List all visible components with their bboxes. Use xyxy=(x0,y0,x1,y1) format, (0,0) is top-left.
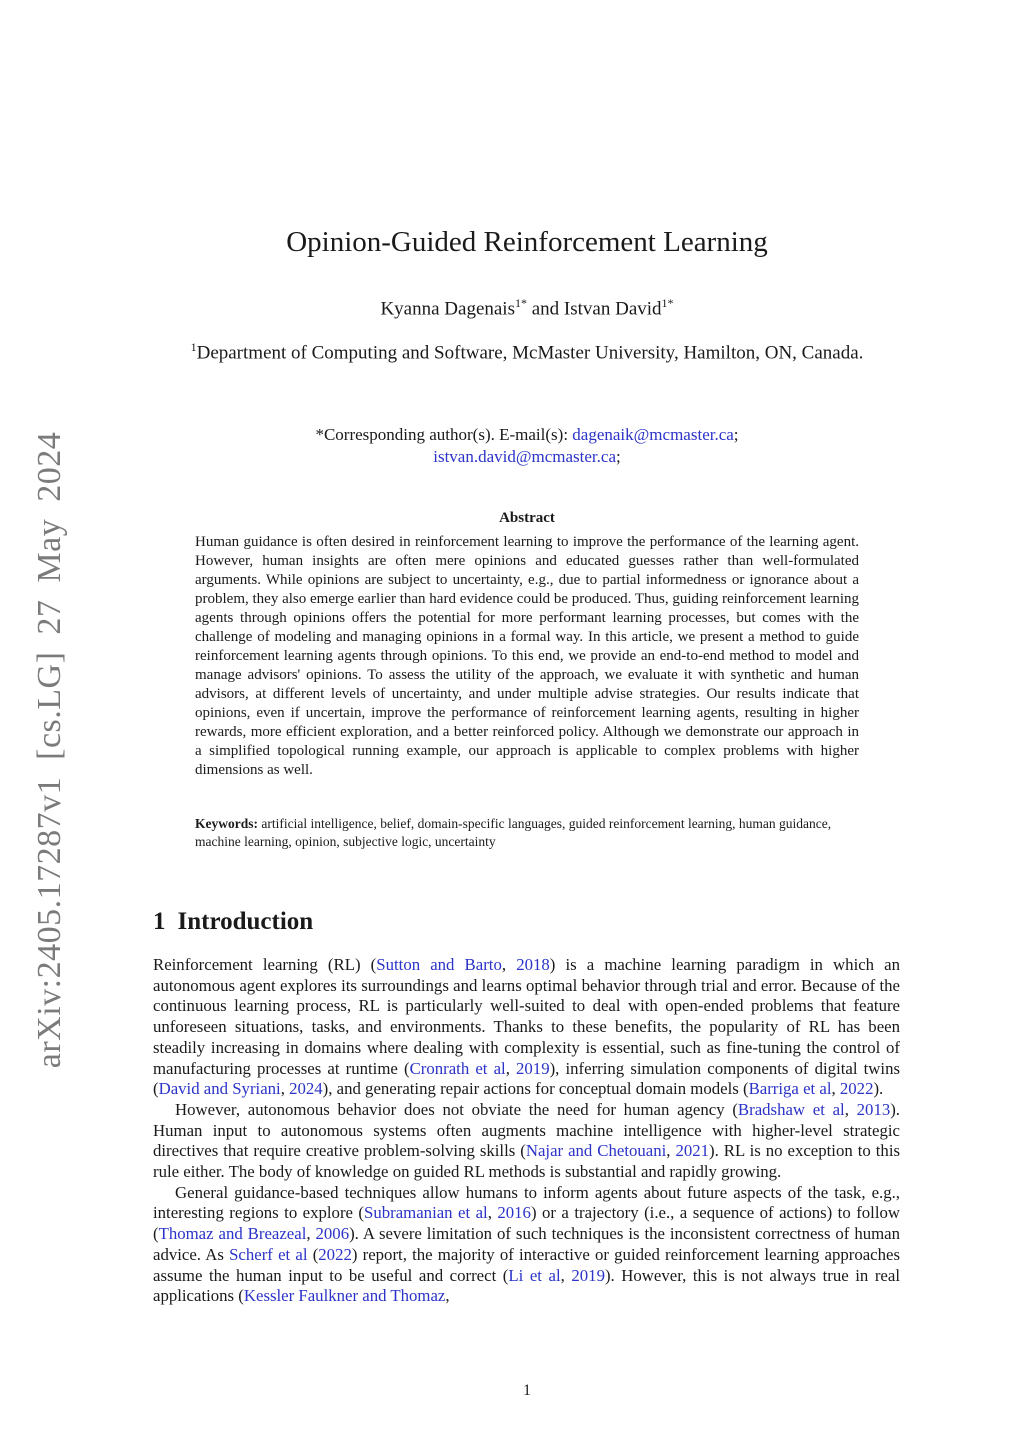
citation-link[interactable]: David and Syriani xyxy=(158,1079,281,1099)
paragraph xyxy=(153,955,900,1100)
paragraph-text: ). A severe limitation of such techniques is the inconsistent correctness of human advice. As xyxy=(153,1224,901,1264)
author-2: Istvan David xyxy=(563,298,662,320)
citation-link[interactable]: 2024 xyxy=(289,1079,323,1099)
author-2-affil-marker: 1* xyxy=(661,296,674,310)
citation-link[interactable]: Cronrath et al xyxy=(409,1058,506,1078)
paragraph-text: , xyxy=(445,1286,450,1306)
paragraph-text: ) or a trajectory (i.e., a sequence of actions) to follow ( xyxy=(153,1203,901,1244)
paragraph-text: ). xyxy=(873,1079,884,1099)
paragraph xyxy=(153,1100,900,1183)
section-number: 1 xyxy=(153,908,166,935)
paragraph-text: ) is a machine learning paradigm in which an autonomous agent explores its surroundings and learns optimal behavior through trial and error. Because of the continuous learning process, RL is particularly well-suited to deal with open-ended problems that feature unforeseen situations, tasks, and environments. Thanks to these benefits, the popularity of RL has been steadily increasing in domains where dealing with complexity is essential, such as fine-tuning the control of manufacturing processes at runtime ( xyxy=(153,955,901,1078)
arxiv-stamp xyxy=(20,431,80,1069)
affiliation xyxy=(190,336,864,364)
citation-link[interactable]: Sutton and Barto xyxy=(376,955,502,974)
paragraph-text: , xyxy=(501,955,517,974)
paragraph-text: , xyxy=(505,1058,517,1078)
citation-link[interactable]: Najar and Chetouani xyxy=(525,1141,667,1161)
paragraph-text: ) report, the majority of interactive or guided reinforcement learning approaches assume the human input to be useful and correct ( xyxy=(153,1244,900,1285)
citation-link[interactable]: 2013 xyxy=(856,1099,891,1119)
citation-link[interactable]: 2006 xyxy=(315,1224,350,1244)
citation-link[interactable]: 2019 xyxy=(516,1058,550,1078)
citation-link[interactable]: Subramanian et al xyxy=(364,1203,488,1223)
email-separator-1: ; xyxy=(733,425,739,444)
section-heading xyxy=(153,908,313,936)
paragraph xyxy=(153,1183,900,1307)
citation-link[interactable]: Li et al xyxy=(508,1265,561,1285)
abstract-heading: Abstract xyxy=(499,510,555,526)
paragraph-text: , xyxy=(487,1203,498,1223)
keywords-list: artificial intelligence, belief, domain-specific languages, guided reinforcement learning, human guidance, machine learning, opinion, subjective logic, uncertainty xyxy=(195,816,832,849)
paragraph-text: However, autonomous behavior does not obviate the need for human agency ( xyxy=(175,1099,738,1119)
citation-link[interactable]: Thomaz and Breazeal xyxy=(158,1224,307,1244)
citation-link[interactable]: Scherf et al xyxy=(229,1244,308,1264)
author-1: Kyanna Dagenais xyxy=(380,298,515,320)
paragraph-text: , xyxy=(560,1265,572,1285)
affiliation-marker: 1 xyxy=(190,340,197,354)
paragraph-text: ), inferring simulation components of digital twins ( xyxy=(153,1058,900,1099)
section-title: Introduction xyxy=(177,908,314,935)
paragraph-text: ). However, this is not always true in real applications ( xyxy=(153,1265,900,1306)
paragraph-text: , xyxy=(280,1079,290,1099)
keywords-label: Keywords: xyxy=(195,816,258,831)
citation-link[interactable]: 2022 xyxy=(839,1079,874,1099)
email-link-1[interactable]: dagenaik@mcmaster.ca xyxy=(572,425,734,444)
keywords xyxy=(195,815,859,850)
arxiv-stamp-text: arXiv:2405.17287v1 [cs.LG] 27 May 2024 xyxy=(31,431,69,1069)
affiliation-text: Department of Computing and Software, McMaster University, Hamilton, ON, Canada. xyxy=(196,342,864,364)
paragraph-text: ( xyxy=(307,1244,319,1264)
corresponding-prefix: *Corresponding author(s). E-mail(s): xyxy=(315,425,573,444)
paragraph-text: , xyxy=(844,1099,857,1119)
corresponding-authors xyxy=(190,424,864,468)
citation-link[interactable]: Kessler Faulkner and Thomaz xyxy=(243,1286,446,1306)
introduction-body xyxy=(153,955,900,1307)
email-link-2[interactable]: istvan.david@mcmaster.ca xyxy=(433,447,617,466)
paragraph-text: , xyxy=(666,1141,676,1161)
paragraph-text: ). Human input to autonomous systems often augments machine intelligence with higher-level strategic directives that require creative problem-solving skills ( xyxy=(153,1099,901,1161)
paragraph-text: ), and generating repair actions for conceptual domain models ( xyxy=(322,1079,749,1099)
paragraph-text: , xyxy=(306,1224,316,1244)
citation-link[interactable]: Bradshaw et al xyxy=(737,1099,845,1119)
citation-link[interactable]: 2022 xyxy=(318,1244,352,1264)
abstract-body: Human guidance is often desired in reinforcement learning to improve the performance of the learning agent. However, human insights are often mere opinions and educated guesses rather than well-formulated arguments. While opinions are subject to uncertainty, e.g., due to partial informedness or ignorance about a problem, they also emerge earlier than hard evidence could be produced. Thus, guiding reinforcement learning agents through opinions offers the potential for more performant learning processes, but comes with the challenge of modeling and managing opinions in a formal way. In this article, we present a method to guide reinforcement learning agents through opinions. To this end, we provide an end-to-end method to model and manage advisors' opinions. To assess the utility of the approach, we evaluate it with synthetic and human advisors, at different levels of uncertainty, and under multiple advise strategies. Our results indicate that opinions, even if uncertain, improve the performance of reinforcement learning agents, resulting in higher rewards, more efficient exploration, and a better reinforced policy. Although we demonstrate our approach in a simplified topological running example, our approach is applicable to complex problems with higher dimensions as well. xyxy=(195,534,859,778)
author-conjunction: and xyxy=(526,298,564,320)
page-number: 1 xyxy=(523,1382,531,1399)
citation-link[interactable]: 2016 xyxy=(497,1203,531,1223)
citation-link[interactable]: 2018 xyxy=(516,955,550,974)
paragraph-text: ). RL is no exception to this rule either. The body of knowledge on guided RL methods is substantial and rapidly growing. xyxy=(153,1141,901,1182)
author-1-affil-marker: 1* xyxy=(514,296,527,310)
paper-title: Opinion-Guided Reinforcement Learning xyxy=(286,226,768,258)
paragraph-text: General guidance-based techniques allow humans to inform agents about future aspects of the task, e.g., interesting regions to explore ( xyxy=(153,1182,900,1223)
author-line xyxy=(0,296,1024,320)
citation-link[interactable]: Barriga et al xyxy=(748,1079,832,1099)
citation-link[interactable]: 2021 xyxy=(675,1141,710,1161)
email-separator-2: ; xyxy=(616,447,621,466)
citation-link[interactable]: 2019 xyxy=(571,1265,605,1285)
paragraph-text: Reinforcement learning (RL) ( xyxy=(153,955,377,974)
paragraph-text: , xyxy=(831,1079,840,1099)
